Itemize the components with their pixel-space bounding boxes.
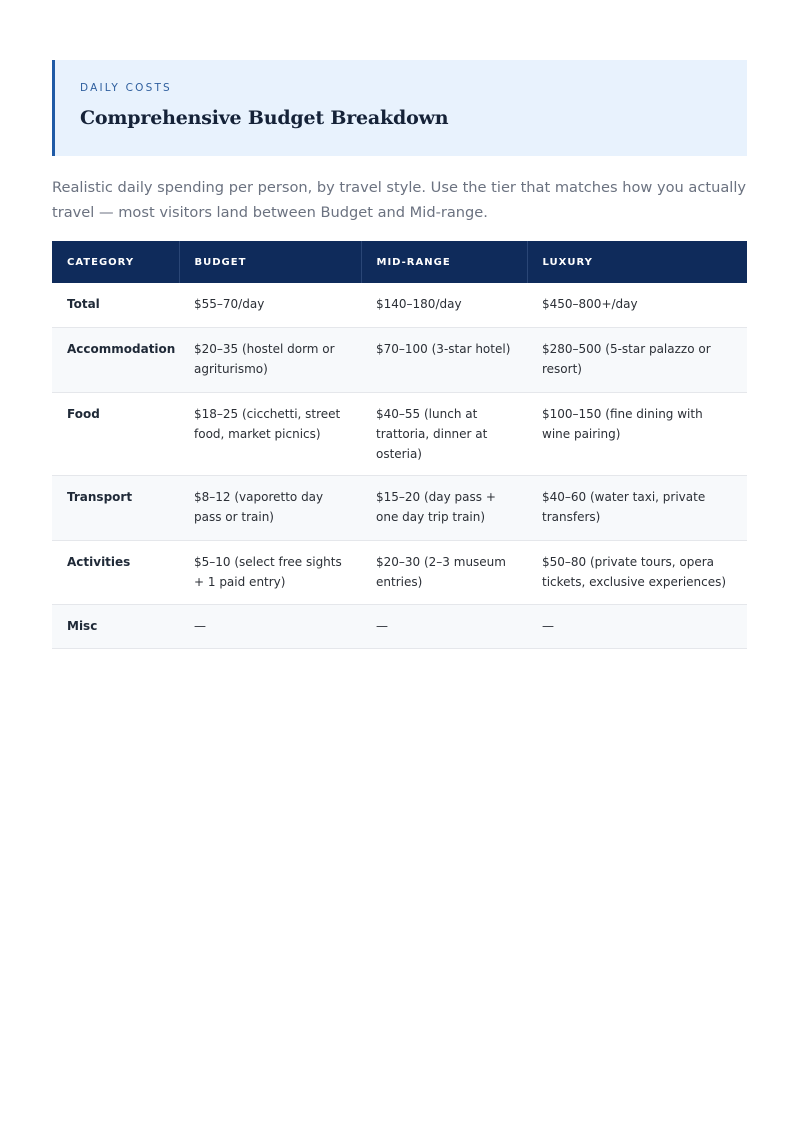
budget-cell: $55–70/day (179, 283, 361, 327)
budget-cell: $8–12 (vaporetto day pass or train) (179, 475, 361, 540)
row-category: Transport (52, 475, 179, 540)
table-header-row (52, 241, 747, 283)
budget-table (52, 241, 747, 649)
budget-cell: $20–35 (hostel dorm or agriturismo) (179, 327, 361, 392)
table-row (52, 392, 747, 475)
column-header-budget: BUDGET (179, 241, 361, 283)
row-category: Total (52, 283, 179, 327)
budget-cell: — (179, 604, 361, 648)
mid-range-cell: — (361, 604, 527, 648)
intro-paragraph: Realistic daily spending per person, by travel style. Use the tier that matches how you actually travel — most visitors land between Budget and Mid-range. (52, 179, 747, 221)
column-header-mid-range: MID-RANGE (361, 241, 527, 283)
section-header (52, 60, 747, 156)
section-eyebrow: DAILY COSTS (80, 82, 172, 94)
mid-range-cell: $70–100 (3-star hotel) (361, 327, 527, 392)
budget-cell: $5–10 (select free sights + 1 paid entry) (179, 540, 361, 604)
column-header-luxury: LUXURY (527, 241, 747, 283)
luxury-cell: — (527, 604, 747, 648)
table-row (52, 283, 747, 327)
table-row (52, 540, 747, 604)
column-header-category: CATEGORY (52, 241, 179, 283)
row-category: Food (52, 392, 179, 475)
budget-cell: $18–25 (cicchetti, street food, market picnics) (179, 392, 361, 475)
luxury-cell: $450–800+/day (527, 283, 747, 327)
luxury-cell: $100–150 (fine dining with wine pairing) (527, 392, 747, 475)
section-title: Comprehensive Budget Breakdown (80, 107, 449, 129)
row-category: Misc (52, 604, 179, 648)
row-category: Activities (52, 540, 179, 604)
mid-range-cell: $20–30 (2–3 museum entries) (361, 540, 527, 604)
table-row (52, 327, 747, 392)
row-category: Accommodation (52, 327, 179, 392)
luxury-cell: $40–60 (water taxi, private transfers) (527, 475, 747, 540)
mid-range-cell: $40–55 (lunch at trattoria, dinner at osteria) (361, 392, 527, 475)
luxury-cell: $50–80 (private tours, opera tickets, exclusive experiences) (527, 540, 747, 604)
luxury-cell: $280–500 (5-star palazzo or resort) (527, 327, 747, 392)
mid-range-cell: $140–180/day (361, 283, 527, 327)
table-row (52, 475, 747, 540)
table-row (52, 604, 747, 648)
mid-range-cell: $15–20 (day pass + one day trip train) (361, 475, 527, 540)
header-accent-bar (52, 60, 55, 156)
